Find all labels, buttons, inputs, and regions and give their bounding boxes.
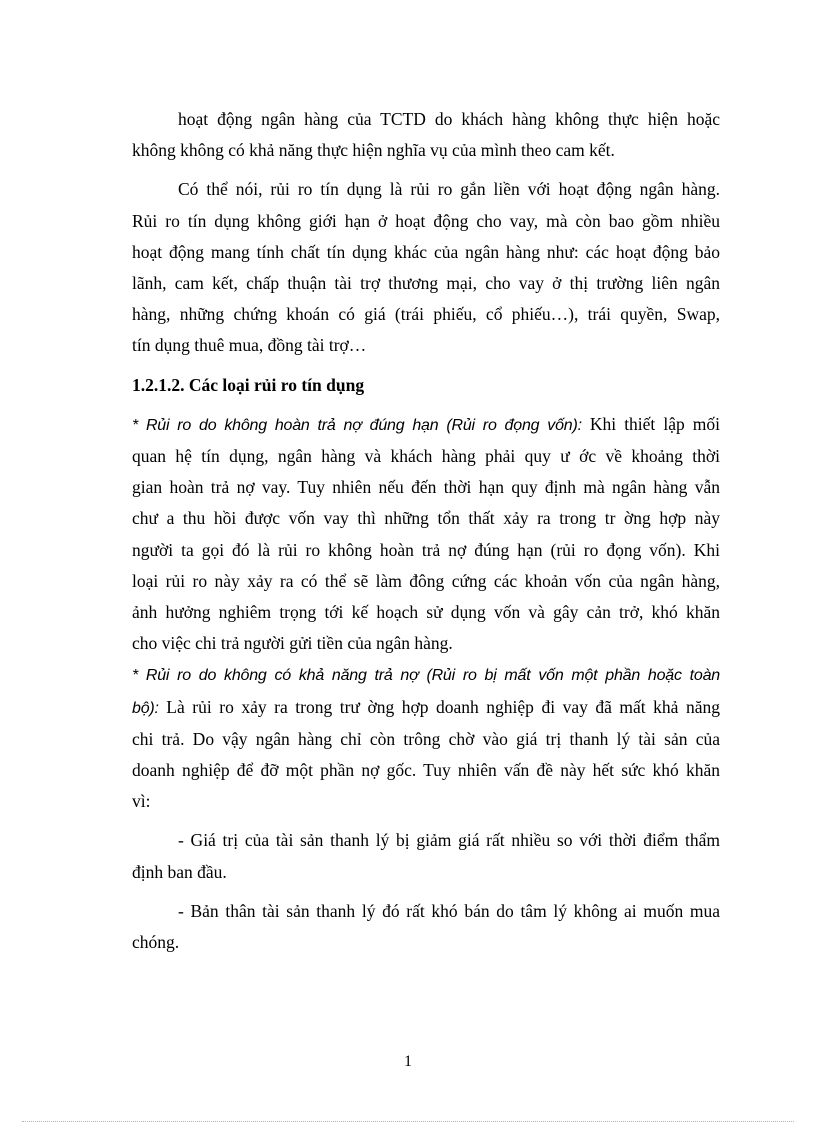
page-bottom-divider (22, 1121, 794, 1122)
text-line: không không có khả năng thực hiện nghĩa vụ của mình theo cam kết. (132, 140, 615, 161)
text-line: chóng. (132, 932, 180, 953)
text-line: Rủi ro tín dụng không giới hạn ở hoạt động cho vay, mà còn bao gồm nhiều (132, 210, 720, 231)
text-line: chi trả. Do vậy ngân hàng chỉ còn trông chờ vào giá trị thanh lý tài sản của (132, 728, 720, 749)
text-line: chư a thu hồi được vốn vay thì những tổn thất xảy ra trong tr ờng hợp này (132, 508, 720, 529)
text-line: lãnh, cam kết, chấp thuận tài trợ thương mại, cho vay ở thị trường liên ngân (132, 273, 720, 294)
page-number: 1 (404, 1053, 412, 1070)
text-line: - Giá trị của tài sản thanh lý bị giảm giá rất nhiều so với thời điểm thẩm (178, 830, 720, 851)
text-line: cho việc chi trả người gửi tiền của ngân hàng. (132, 633, 453, 654)
text-line: gian hoàn trả nợ vay. Tuy nhiên nếu đến thời hạn quy định mà ngân hàng vẫn (132, 477, 720, 498)
paragraph-1 (132, 104, 720, 166)
paragraph-6 (132, 896, 720, 958)
text-run: Là rủi ro xảy ra trong trư ờng hợp doanh nghiệp đi vay đã mất khả năng (158, 696, 720, 717)
text-line: người ta gọi đó là rủi ro không hoàn trả nợ đúng hạn (rủi ro đọng vốn). Khi (132, 539, 720, 560)
text-line: vì: (132, 791, 151, 812)
text-line: định ban đầu. (132, 861, 227, 882)
text-line: Có thể nói, rủi ro tín dụng là rủi ro gắn liền với hoạt động ngân hàng. (178, 179, 720, 200)
text-line: quan hệ tín dụng, ngân hàng và khách hàng phải quy ư ớc về khoảng thời (132, 446, 720, 467)
text-line (132, 659, 720, 691)
italic-lead: bộ): (132, 699, 159, 717)
page-content (132, 104, 720, 958)
text-line: loại rủi ro này xảy ra có thể sẽ làm đông cứng các khoản vốn của ngân hàng, (132, 570, 720, 591)
text-line (132, 692, 720, 724)
text-run: Khi thiết lập mối (581, 413, 720, 434)
paragraph-4 (132, 659, 720, 817)
paragraph-3 (132, 409, 720, 660)
text-line: - Bản thân tài sản thanh lý đó rất khó bán do tâm lý không ai muốn mua (178, 900, 720, 921)
text-line: hoạt động mang tính chất tín dụng khác của ngân hàng như: các hoạt động bảo (132, 241, 720, 262)
paragraph-2 (132, 174, 720, 361)
text-line: hoạt động ngân hàng của TCTD do khách hàng không thực hiện hoặc (178, 109, 720, 129)
text-line: doanh nghiệp để đỡ một phần nợ gốc. Tuy nhiên vấn đề này hết sức khó khăn (132, 760, 720, 781)
italic-lead: * Rủi ro do không có khả năng trả nợ (Rủi ro bị mất vốn một phần hoặc toàn (132, 667, 720, 685)
paragraph-5 (132, 825, 720, 887)
section-heading: 1.2.1.2. Các loại rủi ro tín dụng (132, 374, 365, 395)
text-line: ảnh hưởng nghiêm trọng tới kế hoạch sử dụng vốn và gây cản trở, khó khăn (132, 602, 720, 623)
text-line: tín dụng thuê mua, đồng tài trợ… (132, 335, 367, 356)
text-line: hàng, những chứng khoán có giá (trái phiếu, cổ phiếu…), trái quyền, Swap, (132, 304, 720, 325)
italic-lead: * Rủi ro do không hoàn trả nợ đúng hạn (Rủi ro đọng vốn): (132, 416, 582, 434)
text-line (132, 409, 720, 441)
